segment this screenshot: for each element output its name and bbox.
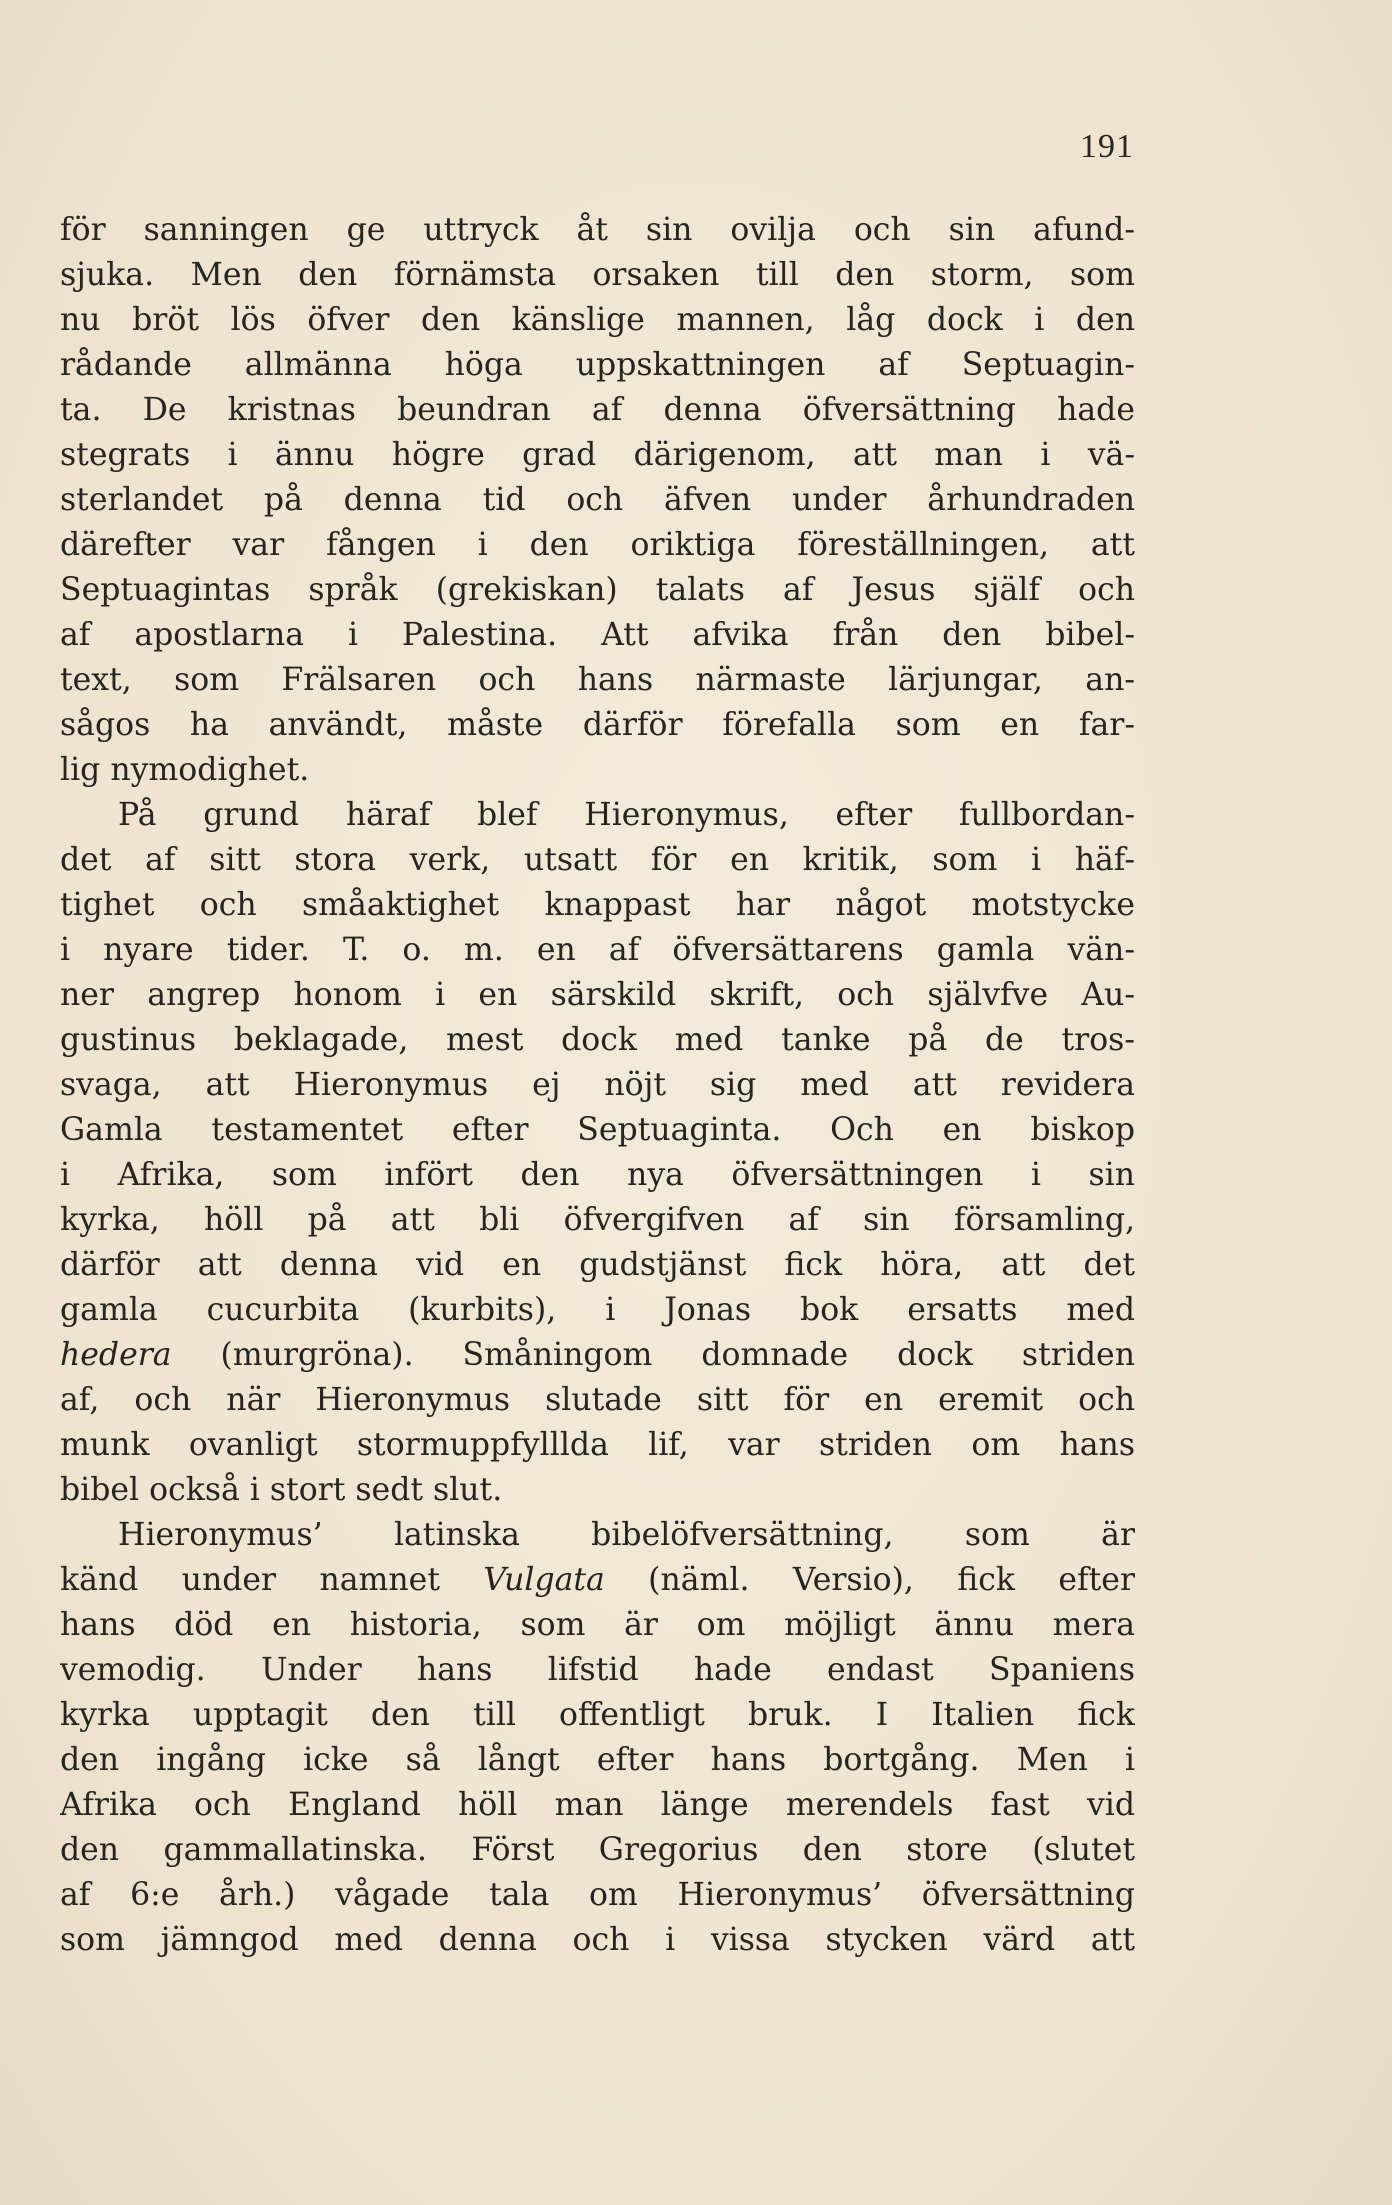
text-line: i Afrika, som infört den nya öfversättningen i sin [60, 1157, 1135, 1193]
text-line: gustinus beklagade, mest dock med tanke på de tros- [60, 1022, 1135, 1058]
paragraph-end-line: lig nymodighet. [60, 752, 310, 788]
text-line: som jämngod med denna och i vissa stycken värd att [60, 1922, 1135, 1958]
text-line: text, som Frälsaren och hans närmaste lärjungar, an- [60, 662, 1135, 698]
text-line: rådande allmänna höga uppskattningen af Septuagin- [60, 347, 1135, 383]
paragraph-start-line: Hieronymus’ latinska bibelöfversättning, som är [118, 1517, 1135, 1553]
text-line-with-italic [60, 1558, 1135, 1603]
text-line: sterlandet på denna tid och äfven under århundraden [60, 482, 1135, 518]
text-line: sågos ha användt, måste därför förefalla som en far- [60, 707, 1135, 743]
text-line: den gammallatinska. Först Gregorius den store (slutet [60, 1832, 1135, 1868]
paragraph-start-line: På grund häraf blef Hieronymus, efter fullbordan- [118, 797, 1135, 833]
text-line: vemodig. Under hans lifstid hade endast Spaniens [60, 1652, 1135, 1688]
text-line: den ingång icke så långt efter hans bortgång. Men i [60, 1742, 1135, 1778]
text-line: af, och när Hieronymus slutade sitt för en eremit och [60, 1382, 1135, 1418]
text-line: ner angrep honom i en särskild skrift, och självfve Au- [60, 977, 1135, 1013]
text-line: Gamla testamentet efter Septuaginta. Och en biskop [60, 1112, 1135, 1148]
text-line: kyrka upptagit den till offentligt bruk. I Italien fick [60, 1697, 1135, 1733]
text-line: stegrats i ännu högre grad därigenom, att man i vä- [60, 437, 1135, 473]
text-line: af 6:e årh.) vågade tala om Hieronymus’ öfversättning [60, 1877, 1135, 1913]
text-line: därefter var fången i den oriktiga föreställningen, att [60, 527, 1135, 563]
text-line: ta. De kristnas beundran af denna öfversättning hade [60, 392, 1135, 428]
italic-word-hedera: hedera [60, 1337, 172, 1373]
text-line: Afrika och England höll man länge merendels fast vid [60, 1787, 1135, 1823]
text-line: i nyare tider. T. o. m. en af öfversättarens gamla vän- [60, 932, 1135, 968]
line-suffix: (näml. Versio), fick efter [604, 1562, 1135, 1598]
text-line: Septuagintas språk (grekiskan) talats af Jesus själf och [60, 572, 1135, 608]
line-suffix: (murgröna). Småningom domnade dock striden [171, 1337, 1135, 1373]
text-line: för sanningen ge uttryck åt sin ovilja och sin afund- [60, 212, 1135, 248]
body-text [60, 208, 1135, 1963]
text-line: af apostlarna i Palestina. Att afvika från den bibel- [60, 617, 1135, 653]
text-line: svaga, att Hieronymus ej nöjt sig med att revidera [60, 1067, 1135, 1103]
text-line: det af sitt stora verk, utsatt för en kritik, som i häf- [60, 842, 1135, 878]
text-line: munk ovanligt stormuppfylllda lif, var striden om hans [60, 1427, 1135, 1463]
text-line: gamla cucurbita (kurbits), i Jonas bok ersatts med [60, 1292, 1135, 1328]
text-line: nu bröt lös öfver den känslige mannen, låg dock i den [60, 302, 1135, 338]
text-line: därför att denna vid en gudstjänst fick höra, att det [60, 1247, 1135, 1283]
text-line: hans död en historia, som är om möjligt ännu mera [60, 1607, 1135, 1643]
text-line: tighet och småaktighet knappast har något motstycke [60, 887, 1135, 923]
line-prefix: känd under namnet [60, 1562, 484, 1598]
page-number: 191 [1080, 128, 1134, 165]
text-line: sjuka. Men den förnämsta orsaken till den storm, som [60, 257, 1135, 293]
italic-word-vulgata: Vulgata [483, 1562, 605, 1598]
text-line: kyrka, höll på att bli öfvergifven af sin församling, [60, 1202, 1135, 1238]
paragraph-end-line: bibel också i stort sedt slut. [60, 1472, 503, 1508]
text-line-with-italic [60, 1333, 1135, 1378]
